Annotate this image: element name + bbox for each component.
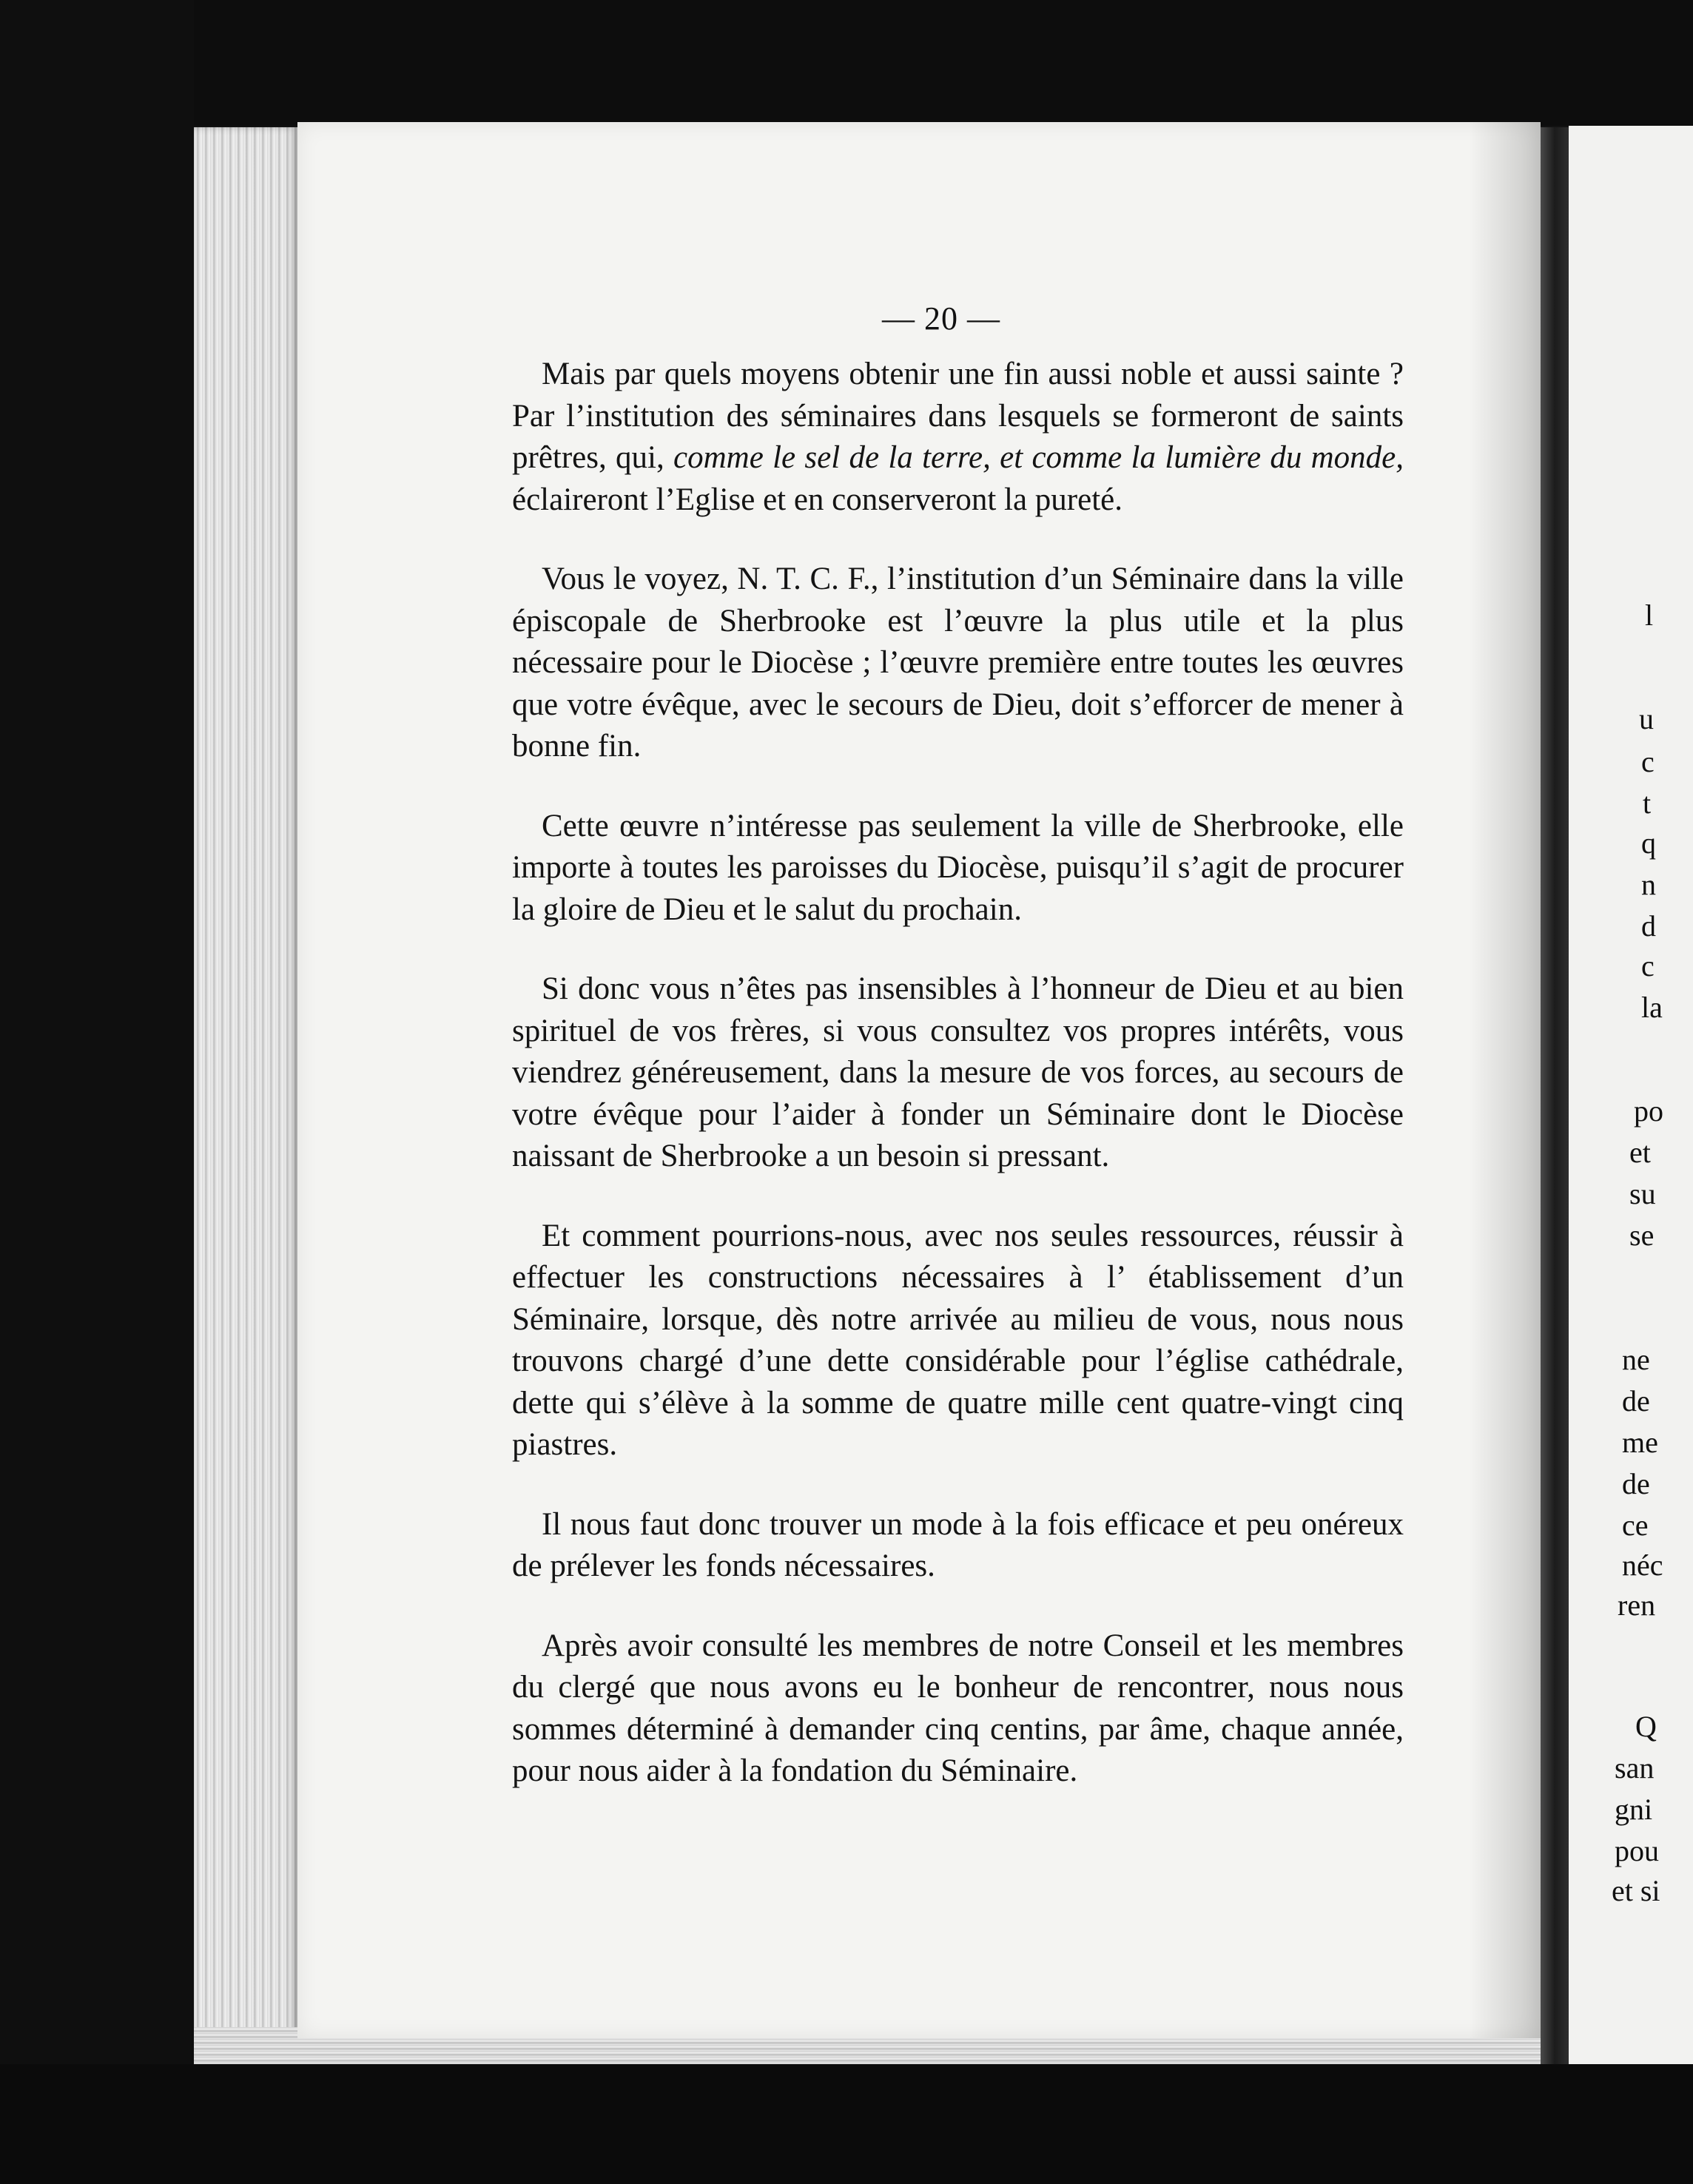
facing-fragment: san <box>1615 1751 1655 1784</box>
facing-fragment: néc <box>1622 1548 1663 1582</box>
scan-background-bottom <box>0 2064 1693 2184</box>
book-page-edge <box>194 127 297 2064</box>
paragraph-text: éclaireront l’Eglise et en conserveront la pureté. <box>512 482 1123 517</box>
facing-fragment: et <box>1629 1136 1651 1169</box>
facing-fragment: t <box>1643 786 1652 820</box>
paragraph: Il nous faut donc trouver un mode à la fois efficace et peu onéreux de prélever les fonds nécessaires. <box>512 1506 1404 1583</box>
book-gutter <box>1541 127 1569 2064</box>
facing-fragment: Q <box>1635 1710 1657 1743</box>
facing-fragment: d <box>1641 909 1656 943</box>
facing-page <box>1569 126 1693 2064</box>
facing-fragment: se <box>1629 1219 1655 1252</box>
facing-fragment: c <box>1641 949 1655 983</box>
facing-fragment: la <box>1641 991 1663 1024</box>
body-text <box>512 354 1404 1830</box>
facing-fragment: ce <box>1622 1509 1649 1542</box>
paragraph: Si donc vous n’êtes pas insensibles à l’honneur de Dieu et au bien spirituel de vos frères, si vous consultez vos propres intérêts, vous viendrez généreusement, dans la mesure de vos forces, au secours de votre évêque pour l’aider à fonder un Séminaire dont le Diocèse naissant de Sherbrooke a un besoin si pressant. <box>512 971 1404 1173</box>
paragraph: Cette œuvre n’intéresse pas seulement la ville de Sherbrooke, elle importe à toutes les paroisses du Diocèse, puisqu’il s’agit de procurer la gloire de Dieu et le salut du prochain. <box>512 808 1404 927</box>
facing-fragment: u <box>1639 702 1654 735</box>
facing-fragment: ne <box>1622 1343 1650 1376</box>
facing-fragment: l <box>1645 599 1654 632</box>
facing-fragment: q <box>1641 826 1656 860</box>
facing-fragment: ren <box>1618 1588 1656 1622</box>
paragraph: Après avoir consulté les membres de notre Conseil et les membres du clergé que nous avons eu le bonheur de rencontrer, nous nous sommes déterminé à demander cinq centins, par âme, chaque année, pour nous aider à la fondation du Séminaire. <box>512 1628 1404 1788</box>
italic-quote: comme le sel de la terre, et comme la lumière du monde, <box>673 440 1404 475</box>
page-number: — 20 — <box>882 300 1000 337</box>
paragraph: Et comment pourrions-nous, avec nos seules ressources, réussir à effectuer les constructions nécessaires à l’ établissement d’un Séminaire, lorsque, dès notre arrivée au milieu de vous, nous nous trouvons chargé d’une dette considérable pour l’église cathédrale, dette qui s’élève à la somme de quatre mille cent quatre-vingt cinq piastres. <box>512 1218 1404 1462</box>
paragraph: Vous le voyez, N. T. C. F., l’institution d’un Séminaire dans la ville épiscopale de Sherbrooke est l’œuvre la plus utile et la plus nécessaire pour le Diocèse ; l’œuvre première entre toutes les œuvres que votre évêque, avec le secours de Dieu, doit s’efforcer de mener à bonne fin. <box>512 562 1404 764</box>
facing-fragment: po <box>1634 1094 1663 1128</box>
facing-fragment: c <box>1641 745 1655 778</box>
gutter-shadow <box>1469 122 1541 2038</box>
facing-fragment: me <box>1622 1426 1658 1459</box>
facing-fragment: de <box>1622 1467 1650 1500</box>
facing-fragment: gni <box>1615 1793 1653 1826</box>
facing-fragment: de <box>1622 1384 1650 1418</box>
facing-fragment: su <box>1629 1177 1656 1210</box>
scan-background-top <box>0 0 1693 126</box>
paragraph-text: Mais par quels moyens obtenir une fin aussi noble et aussi sainte ? Par l’institution des séminaires dans lesquels se formeront de saints prêtres, qui, <box>512 357 1404 475</box>
facing-fragment: pou <box>1615 1834 1659 1867</box>
paragraph <box>512 354 1404 521</box>
facing-fragment: n <box>1641 868 1656 901</box>
scan-background-left <box>0 0 194 2184</box>
facing-fragment: et si <box>1612 1874 1660 1907</box>
